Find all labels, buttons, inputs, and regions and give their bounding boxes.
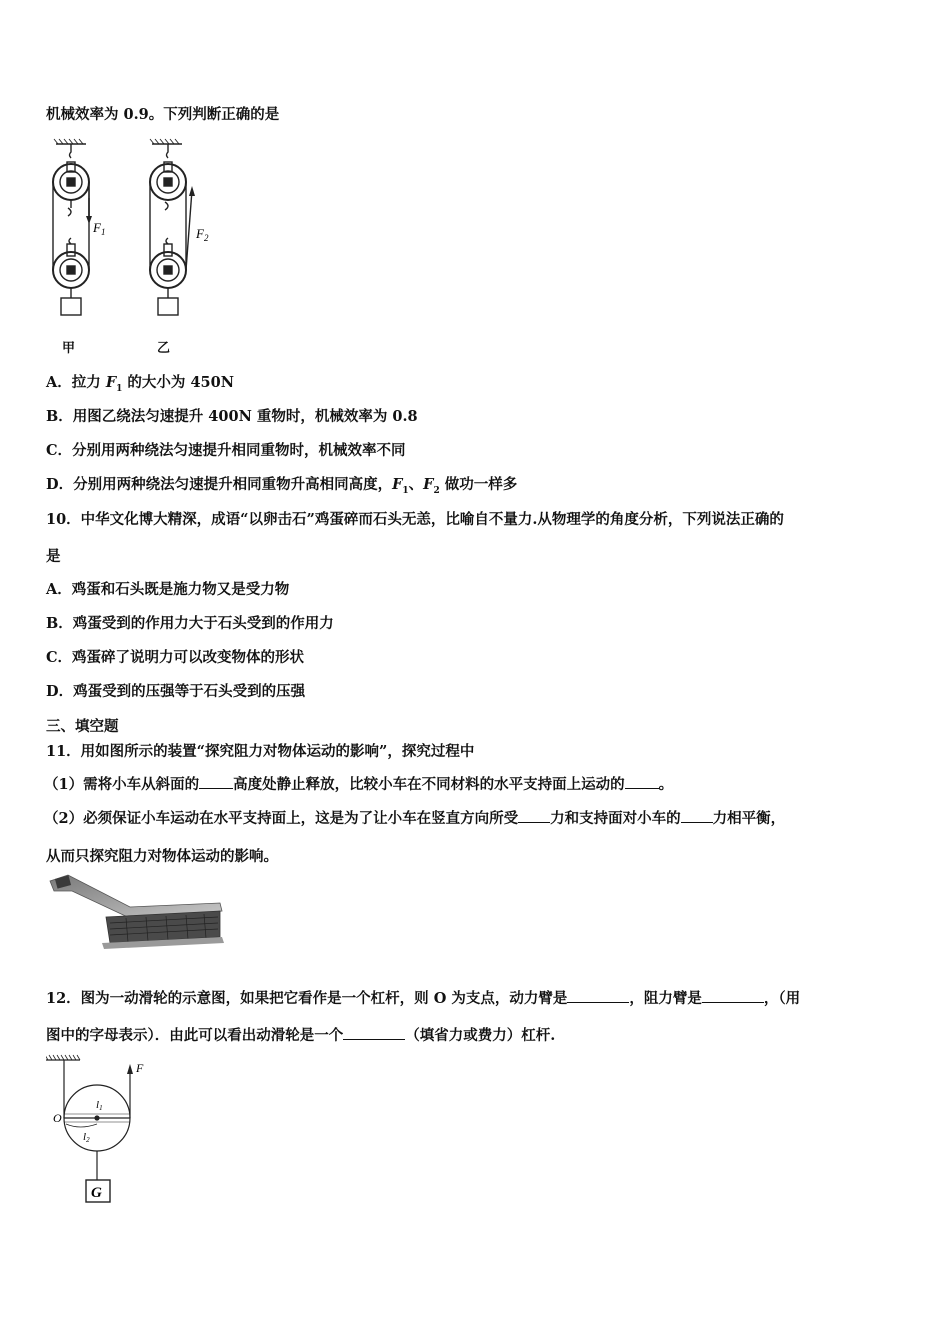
l2-label: l	[83, 1131, 87, 1143]
q10-stem-line1: 10．中华文化博大精深，成语“以卵击石”鸡蛋碎而石头无恙，比喻自不量力.从物理学的角度分析，下列说法正确的	[46, 511, 784, 528]
label-jia: 甲	[62, 341, 76, 356]
q11-part2: （2）必须保证小车运动在水平支持面上，这是为了让小车在竖直方向所受 力和支持面对小车的 力相平衡，	[44, 810, 786, 827]
q9-option-c: C．分别用两种绕法匀速提升相同重物时，机械效率不同	[46, 442, 406, 459]
f1-label: F	[93, 220, 101, 235]
q9-option-b: B．用图乙绕法匀速提升 400N 重物时，机械效率为 0.8	[46, 408, 418, 425]
l1-label: l	[96, 1099, 100, 1111]
q11-stem: 11．用如图所示的装置“探究阻力对物体运动的影响”，探究过程中	[46, 743, 475, 760]
force-f-label: F	[136, 1061, 144, 1075]
incline-ramp-image	[46, 871, 226, 949]
movable-pulley-figure	[46, 1050, 166, 1210]
svg-text:F1: $F_1$	[93, 220, 106, 237]
q10-option-a: A．鸡蛋和石头既是施力物又是受力物	[46, 581, 290, 598]
section-heading: 三、填空题	[46, 718, 119, 735]
q9-option-a: A．拉力 $F_1$ 的大小为 450N	[46, 374, 234, 394]
q9-option-d: D．分别用两种绕法匀速提升相同重物升高相同高度，$F_1$、$F_2$ 做功一样多	[46, 476, 518, 496]
q12-line2: 图中的字母表示）．由此可以看出动滑轮是一个 （填省力或费力）杠杆.	[46, 1027, 556, 1044]
q12-line1: 12．图为一动滑轮的示意图，如果把它看作是一个杠杆，则 O 为支点，动力臂是 ，阻力臂是 ，（用	[46, 990, 801, 1007]
q10-option-d: D．鸡蛋受到的压强等于石头受到的压强	[46, 683, 306, 700]
pulley-figure	[40, 138, 230, 318]
svg-text:l1: l1	[96, 1099, 103, 1112]
label-yi: 乙	[157, 341, 171, 356]
svg-text:F2: $F_2$	[196, 226, 209, 243]
fulcrum-o-label: O	[53, 1111, 62, 1125]
q11-part1: （1）需将小车从斜面的 高度处静止释放，比较小车在不同材料的水平支持面上运动的 。	[44, 776, 674, 793]
q10-stem-line2: 是	[46, 548, 61, 565]
q9-stem: 机械效率为 0.9。下列判断正确的是	[46, 106, 280, 123]
weight-g-label: G	[91, 1185, 102, 1201]
f2-label: F	[196, 226, 204, 241]
svg-text:l2: l2	[83, 1131, 90, 1144]
q11-part2-cont: 从而只探究阻力对物体运动的影响。	[46, 848, 278, 865]
q10-option-b: B．鸡蛋受到的作用力大于石头受到的作用力	[46, 615, 334, 632]
q10-option-c: C．鸡蛋碎了说明力可以改变物体的形状	[46, 649, 305, 666]
